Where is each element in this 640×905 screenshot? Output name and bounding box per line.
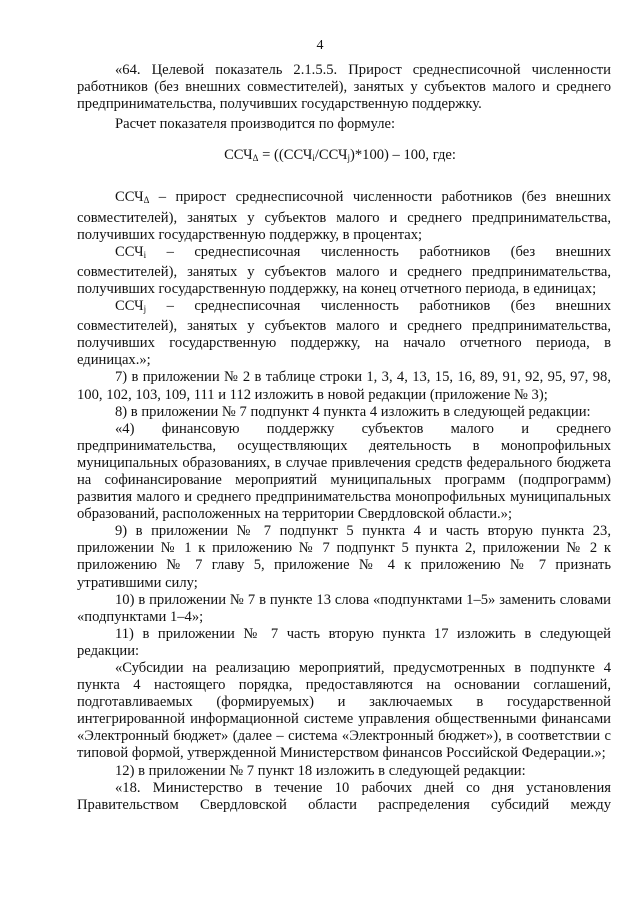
- item-7: 7) в приложении № 2 в таблице строки 1, 3, 4, 13, 15, 16, 89, 91, 92, 95, 97, 98, 100, 102, 103, 109, 111 и 112 изложить в новой редакции (приложение № 3);: [77, 369, 611, 403]
- document-body: [77, 62, 611, 814]
- definition-i: $ССЧ_i$ – среднесписочная численность работников (без внешних совместителей), занятых у субъектов малого и среднего предпринимательства, получивших государственную поддержку, на конец отчетного периода, в единицах;: [77, 243, 611, 297]
- paragraph-formula-intro: Расчет показателя производится по формуле:: [115, 116, 396, 133]
- definition-j: $ССЧ_j$ – среднесписочная численность работников (без внешних совместителей), занятых у субъектов малого и среднего предпринимательства, получивших государственную поддержку, на начало отчетного периода, в единицах.»;: [77, 298, 611, 369]
- item-8: 8) в приложении № 7 подпункт 4 пункта 4 изложить в следующей редакции:: [115, 403, 591, 420]
- paragraph-target-indicator: «64. Целевой показатель 2.1.5.5. Прирост среднесписочной численности работников (без внешних совместителей), занятых у субъектов малого и среднего предпринимательства, получивших государственную поддержку.: [77, 62, 611, 113]
- item-11: 11) в приложении № 7 часть вторую пункта 17 изложить в следующей редакции:: [77, 625, 611, 659]
- item-8-quote: «4) финансовую поддержку субъектов малого и среднего предпринимательства, осуществляющих деятельность в монопрофильных муниципальных образованиях, в случае привлечения средств федерального бюджета на софинансирование мероприятий муниципальных программ (подпрограмм) развития малого и среднего предпринимательства монопрофильных муниципальных образований, расположенных на территории Свердловской области.»;: [77, 420, 611, 523]
- item-10: 10) в приложении № 7 в пункте 13 слова «подпунктами 1–5» заменить словами «подпунктами 1–4»;: [77, 591, 611, 625]
- item-9: 9) в приложении № 7 подпункт 5 пункта 4 и часть вторую пункта 23, приложении № 1 к приложению № 7 подпункт 5 пункта 2, приложении № 2 к приложению № 7 главу 5, приложение № 4 к приложению № 7 признать утратившими силу;: [77, 523, 611, 591]
- definition-delta: $ССЧ_\Delta$ – прирост среднесписочной численности работников (без внешних совместителей), занятых у субъектов малого и среднего предпринимательства, получивших государственную поддержку, в процентах;: [77, 189, 611, 243]
- formula: $ССЧ_\Delta = ((ССЧ_i/ССЧ_j)*100) - 100$, где:: [224, 147, 456, 164]
- page-number: 4: [316, 38, 324, 53]
- item-12-quote: «18. Министерство в течение 10 рабочих дней со дня установления Правительством Свердловской области распределения субсидий между: [77, 779, 611, 813]
- item-11-quote: «Субсидии на реализацию мероприятий, предусмотренных в подпункте 4 пункта 4 настоящего порядка, предоставляются на основании соглашений, подготавливаемых (формируемых) и заключаемых в государственной интегрированной информационной системе управления общественными финансами «Электронный бюджет» (далее – система «Электронный бюджет»), в соответствии с типовой формой, утвержденной Министерством финансов Российской Федерации.»;: [77, 660, 611, 762]
- item-12: 12) в приложении № 7 пункт 18 изложить в следующей редакции:: [115, 762, 526, 779]
